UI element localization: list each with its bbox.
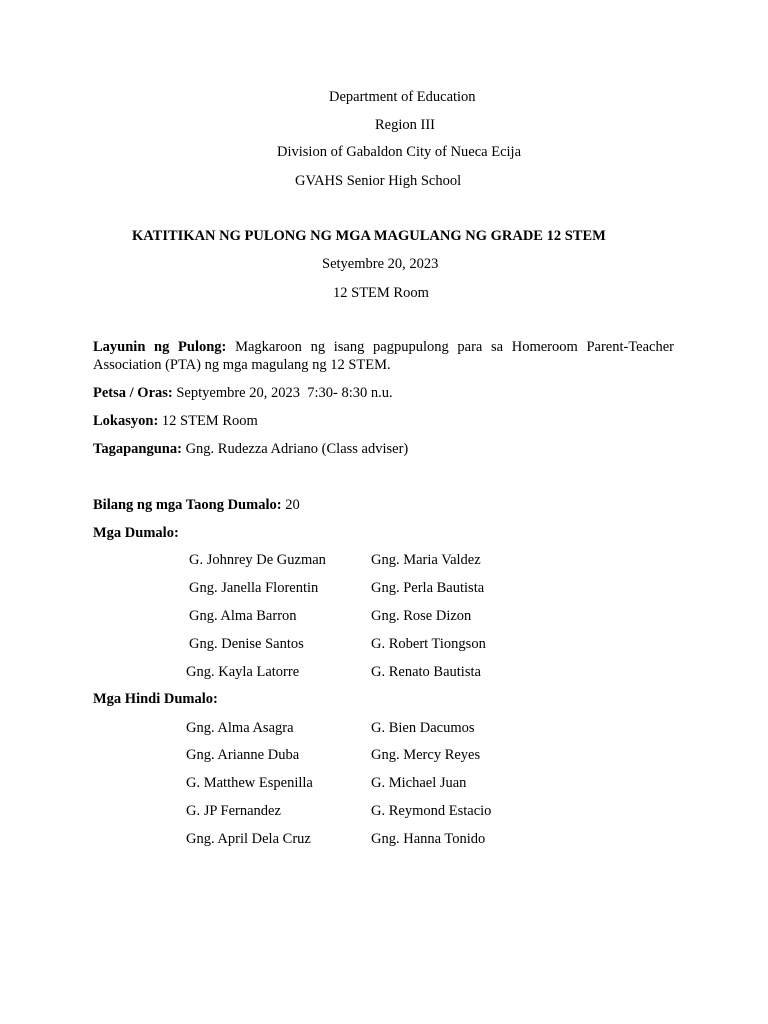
document-title: KATITIKAN NG PULONG NG MGA MAGULANG NG GRADE 12 STEM	[132, 228, 606, 244]
attendance-count-value: 20	[285, 497, 300, 513]
present-name: G. Renato Bautista	[371, 664, 481, 680]
purpose-label: Layunin ng Pulong:	[93, 339, 227, 355]
purpose-value: Magkaroon ng isang pagpupulong para sa Homeroom Parent-Teacher Association (PTA) ng mga magulang ng 12 STEM.	[93, 339, 674, 373]
location-line	[93, 412, 258, 430]
absent-name: Gng. Alma Asagra	[186, 720, 294, 736]
attendance-count-line	[93, 496, 300, 514]
absent-heading: Mga Hindi Dumalo:	[93, 691, 218, 707]
absent-name: G. Michael Juan	[371, 775, 467, 791]
absent-name: G. Reymond Estacio	[371, 803, 492, 819]
present-name: G. Robert Tiongson	[371, 636, 486, 652]
absent-name: G. Matthew Espenilla	[186, 775, 313, 791]
absent-name: Gng. Arianne Duba	[186, 747, 300, 763]
presider-value: Gng. Rudezza Adriano (Class adviser)	[185, 441, 409, 457]
meeting-room: 12 STEM Room	[333, 285, 429, 301]
purpose-paragraph	[93, 338, 674, 374]
absent-name: Gng. April Dela Cruz	[186, 831, 311, 847]
date-time-label: Petsa / Oras:	[93, 385, 173, 401]
presider-label: Tagapanguna:	[93, 441, 182, 457]
header-division: Division of Gabaldon City of Nueca Ecija	[277, 144, 522, 160]
meeting-date: Setyembre 20, 2023	[322, 256, 439, 272]
absent-name: G. Bien Dacumos	[371, 720, 475, 736]
presider-line	[93, 440, 408, 458]
location-value: 12 STEM Room	[161, 413, 258, 429]
attendance-count-label: Bilang ng mga Taong Dumalo:	[93, 497, 282, 513]
present-name: Gng. Rose Dizon	[371, 608, 472, 624]
date-time-line	[93, 384, 393, 402]
present-name: Gng. Janella Florentin	[189, 580, 319, 596]
present-name: Gng. Denise Santos	[189, 636, 304, 652]
header-school: GVAHS Senior High School	[295, 173, 462, 189]
absent-name: Gng. Mercy Reyes	[371, 747, 481, 763]
present-heading: Mga Dumalo:	[93, 525, 179, 541]
absent-name: Gng. Hanna Tonido	[371, 831, 486, 847]
absent-name: G. JP Fernandez	[186, 803, 281, 819]
date-time-value: Septyembre 20, 2023 7:30- 8:30 n.u.	[176, 385, 393, 401]
location-label: Lokasyon:	[93, 413, 159, 429]
header-region: Region III	[375, 117, 435, 133]
header-department: Department of Education	[329, 89, 476, 105]
present-name: Gng. Alma Barron	[189, 608, 297, 624]
present-name: Gng. Perla Bautista	[371, 580, 485, 596]
present-name: Gng. Maria Valdez	[371, 552, 481, 568]
present-name: Gng. Kayla Latorre	[186, 664, 300, 680]
present-name: G. Johnrey De Guzman	[189, 552, 326, 568]
